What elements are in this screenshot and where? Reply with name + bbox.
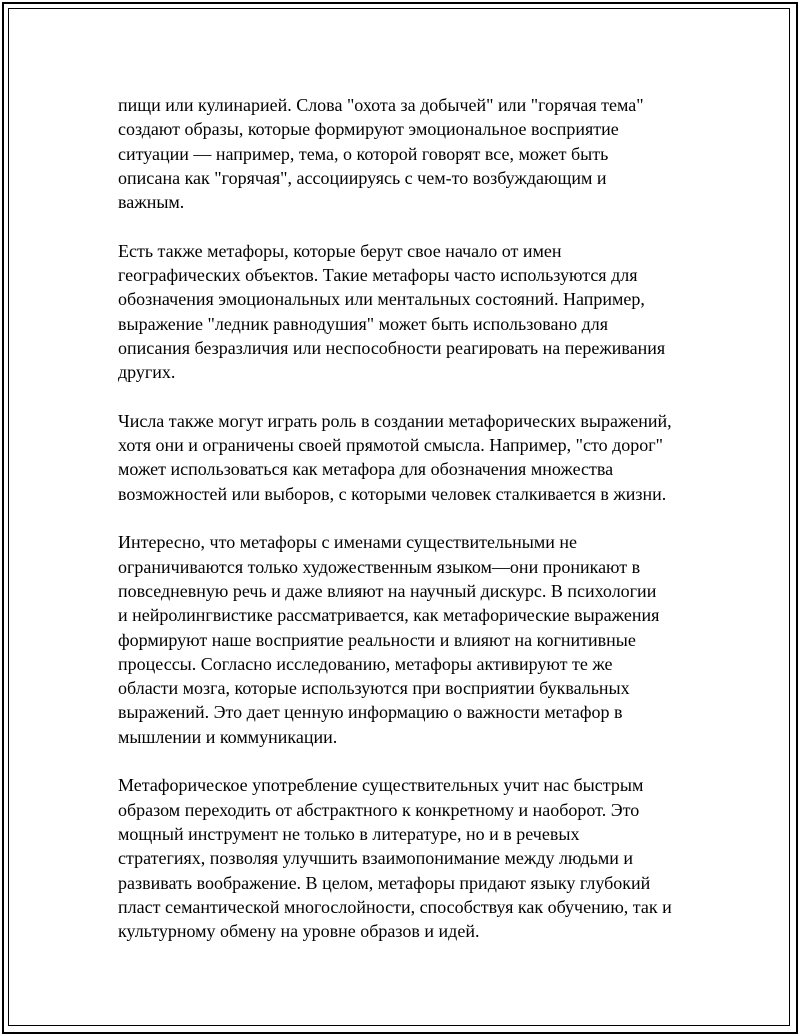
text-line: мощный инструмент не только в литературе, но и в речевых xyxy=(118,823,580,844)
text-line: выражений. Это дает ценную информацию о важности метафор в xyxy=(118,702,623,723)
document-body xyxy=(118,93,718,968)
text-line: стратегиях, позволяя улучшить взаимопонимание между людьми и xyxy=(118,848,634,869)
text-line: мышлении и коммуникации. xyxy=(118,726,338,747)
text-line: хотя они и ограничены своей прямотой смысла. Например, "сто дорог" xyxy=(118,435,664,456)
text-line: Интересно, что метафоры с именами существительными не xyxy=(118,532,578,553)
text-line: обозначения эмоциональных или ментальных состояний. Например, xyxy=(118,289,645,310)
text-line: пласт семантической многослойности, способствуя как обучению, так и xyxy=(118,896,672,917)
text-line: создают образы, которые формируют эмоциональное восприятие xyxy=(118,119,619,140)
text-line: формируют наше восприятие реальности и влияют на когнитивные xyxy=(118,629,636,650)
text-line: может использоваться как метафора для обозначения множества xyxy=(118,459,614,480)
paragraph xyxy=(118,773,718,943)
paragraph xyxy=(118,409,718,506)
text-line: ограничиваются только художественным языком—они проникают в xyxy=(118,556,641,577)
text-line: ситуации — например, тема, о которой говорят все, может быть xyxy=(118,143,609,164)
text-line: Есть также метафоры, которые берут свое начало от имен xyxy=(118,240,562,261)
text-line: описания безразличия или неспособности реагировать на переживания xyxy=(118,337,666,358)
paragraph xyxy=(118,93,718,214)
text-line: развивать воображение. В целом, метафоры придают языку глубокий xyxy=(118,872,651,893)
text-line: образом переходить от абстрактного к конкретному и наоборот. Это xyxy=(118,799,640,820)
text-line: и нейролингвистике рассматривается, как метафорические выражения xyxy=(118,605,660,626)
text-line: процессы. Согласно исследованию, метафоры активируют те же xyxy=(118,653,613,674)
text-line: Метафорическое употребление существительных учит нас быстрым xyxy=(118,775,644,796)
text-line: культурному обмену на уровне образов и идей. xyxy=(118,921,480,942)
paragraph xyxy=(118,530,718,749)
text-line: выражение "ледник равнодушия" может быть использовано для xyxy=(118,313,608,334)
text-line: географических объектов. Такие метафоры часто используются для xyxy=(118,265,638,286)
paragraph xyxy=(118,239,718,385)
text-line: повседневную речь и даже влияют на научный дискурс. В психологии xyxy=(118,580,657,601)
text-line: возможностей или выборов, с которыми человек сталкивается в жизни. xyxy=(118,483,667,504)
text-line: важным. xyxy=(118,192,185,213)
text-line: других. xyxy=(118,362,176,383)
text-line: Числа также могут играть роль в создании метафорических выражений, xyxy=(118,410,672,431)
text-line: описана как "горячая", ассоциируясь с чем-то возбуждающим и xyxy=(118,167,607,188)
text-line: области мозга, которые используются при восприятии буквальных xyxy=(118,678,630,699)
text-line: пищи или кулинарией. Слова "охота за добычей" или "горячая тема" xyxy=(118,95,644,115)
